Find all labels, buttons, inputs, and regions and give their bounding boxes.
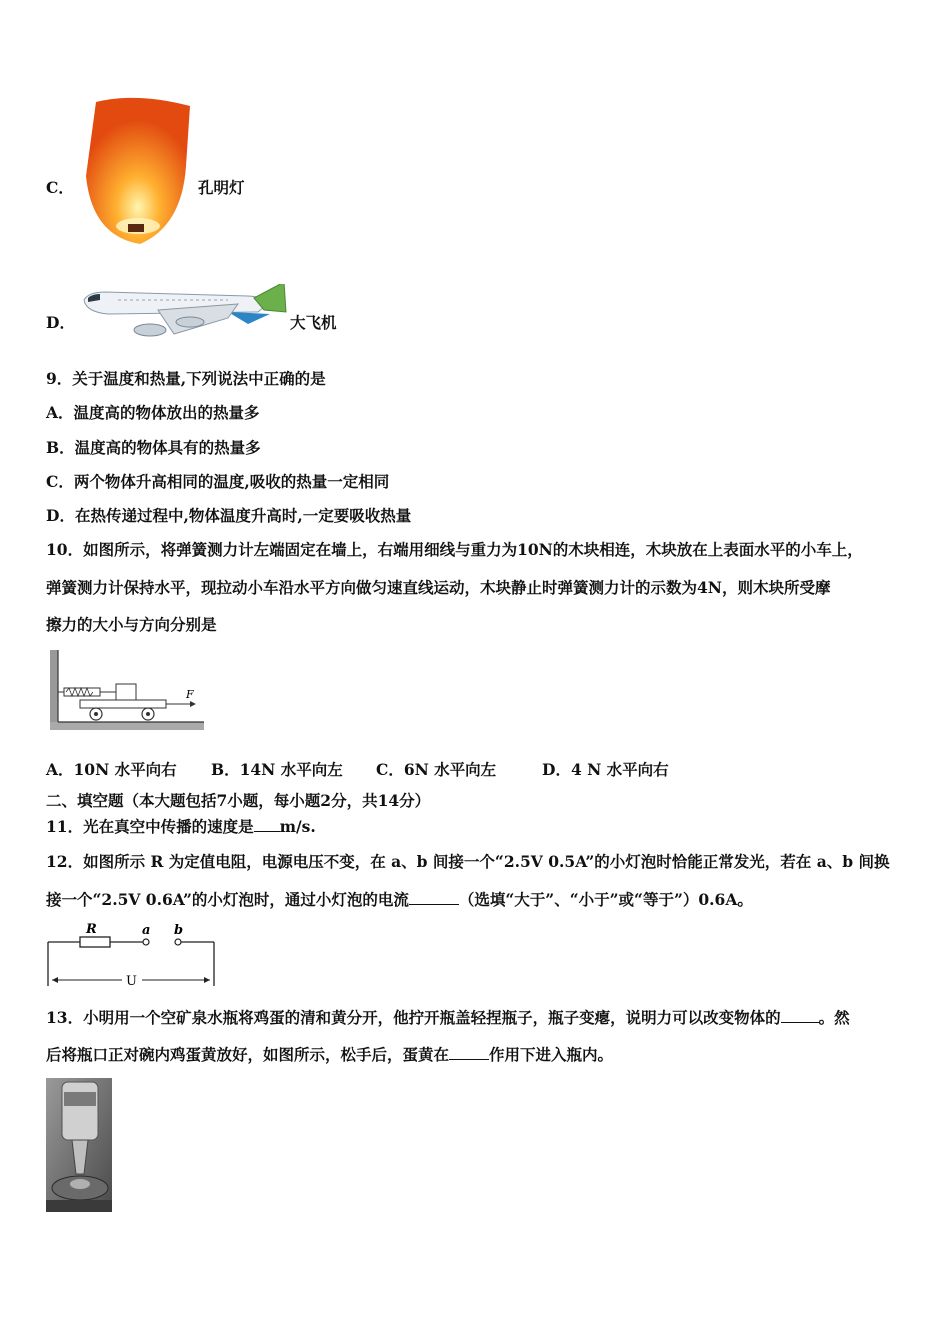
q11-line [46,817,316,837]
q13-blank2[interactable] [449,1045,489,1060]
q13-text2-after: 作用下进入瓶内。 [489,1045,614,1064]
terminal-b [175,939,181,945]
spring-scale [64,688,100,696]
voltage-label: U [126,974,137,988]
resistor [80,937,110,947]
option-d-caption: 大飞机 [290,313,337,332]
cart [80,700,166,708]
q12-text-after: （选填“大于”、“小于”或“等于”）0.6A。 [458,890,753,909]
circuit-diagram [44,920,220,988]
bottle [62,1082,98,1140]
terminal-a [143,939,149,945]
section-title: 二、填空题（本大题包括7小题，每小题2分，共14分） [46,791,431,810]
q12-blank[interactable] [409,890,459,905]
q9-stem: 9．关于温度和热量,下列说法中正确的是 [46,369,326,388]
force-label: F [186,688,194,701]
q9-option-a: A．温度高的物体放出的热量多 [46,403,260,422]
q12-line1: 12．如图所示 R 为定值电阻，电源电压不变，在 a、b 间接一个“2.5V 0.5A”的小灯泡时恰能正常发光，若在 a、b 间换 [46,852,890,871]
q11-text-after: m/s. [279,817,316,836]
spring-cart-diagram [50,650,206,730]
resistor-label: R [86,922,97,937]
q10-stem-line2: 弹簧测力计保持水平，现拉动小车沿水平方向做匀速直线运动，木块静止时弹簧测力计的示数为4N，则木块所受摩 [46,578,831,597]
q13-text2-before: 后将瓶口正对碗内鸡蛋黄放好，如图所示，松手后，蛋黄在 [46,1045,450,1064]
q11-blank[interactable] [254,817,280,832]
terminal-a-label: a [142,923,151,938]
q13-text1-after: 。然 [818,1008,850,1027]
option-c-letter: C． [46,178,74,197]
q9-option-c: C．两个物体升高相同的温度,吸收的热量一定相同 [46,472,390,491]
airplane-image [78,284,288,348]
q10-option-c: C．6N 水平向左 [376,760,497,779]
q10-option-a: A．10N 水平向右 [46,760,177,779]
q13-blank1[interactable] [781,1008,819,1023]
sky-lantern-image [78,96,196,246]
q10-option-d: D．4 N 水平向右 [542,760,669,779]
q13-line2 [46,1045,613,1065]
q12-text-before: 接一个“2.5V 0.6A”的小灯泡时，通过小灯泡的电流 [46,890,409,909]
q13-text1-before: 13．小明用一个空矿泉水瓶将鸡蛋的清和黄分开，他拧开瓶盖轻捏瓶子，瓶子变瘪，说明力可以改变物体的 [46,1008,781,1027]
option-c-caption: 孔明灯 [198,178,245,197]
q12-line2 [46,890,753,910]
q9-option-b: B．温度高的物体具有的热量多 [46,438,261,457]
option-d-letter: D． [46,313,75,332]
q9-option-d: D．在热传递过程中,物体温度升高时,一定要吸收热量 [46,506,412,525]
q10-stem-line3: 擦力的大小与方向分别是 [46,615,217,634]
q10-option-b: B．14N 水平向左 [211,760,343,779]
q10-stem-line1: 10．如图所示，将弹簧测力计左端固定在墙上，右端用细线与重力为10N的木块相连，木块放在上表面水平的小车上， [46,540,863,559]
q13-line1 [46,1008,850,1028]
bottle-egg-photo [46,1078,112,1212]
q11-text-before: 11．光在真空中传播的速度是 [46,817,254,836]
wood-block [116,684,136,700]
terminal-b-label: b [174,923,184,938]
